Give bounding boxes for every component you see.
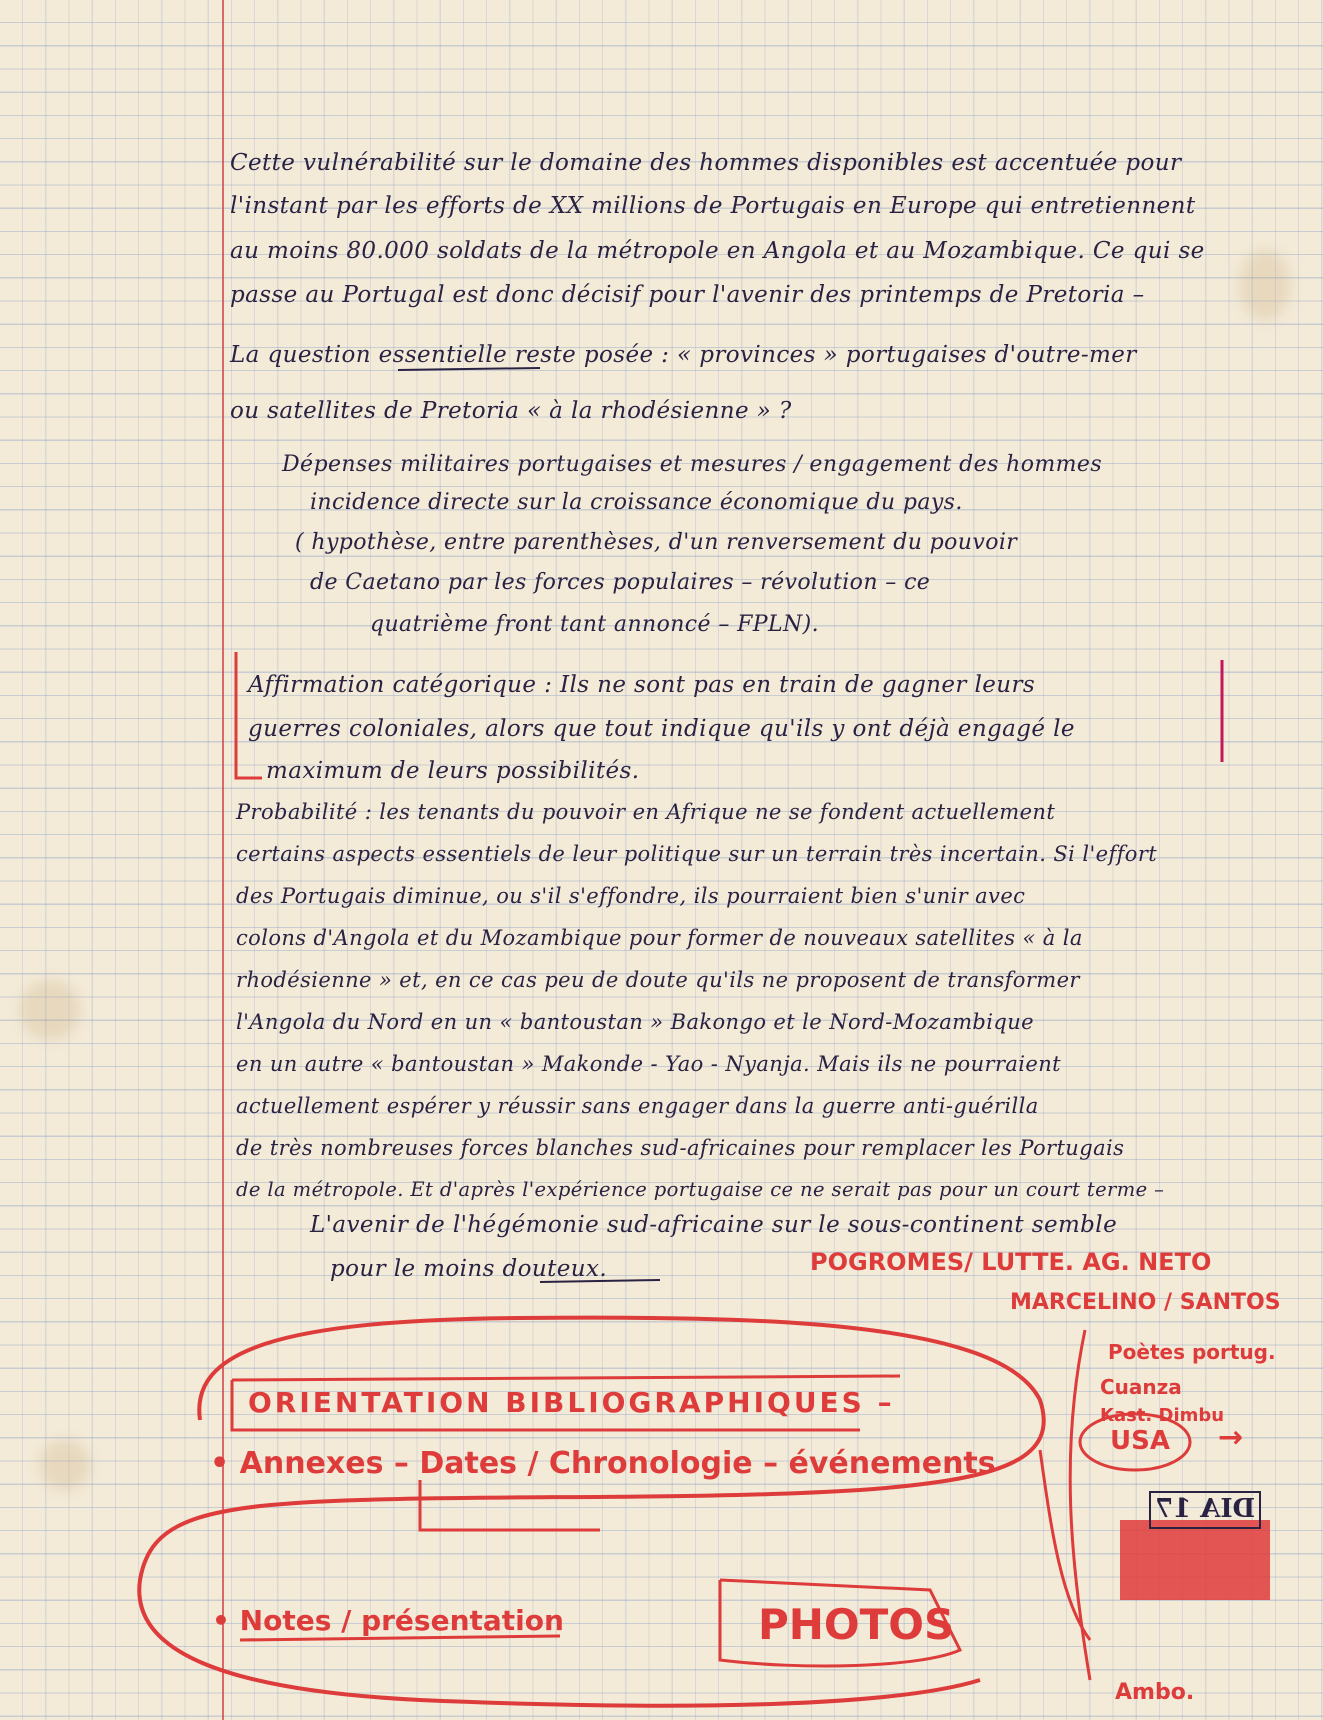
text-line: maximum de leurs possibilités. xyxy=(266,758,640,784)
text-line: Affirmation catégorique : Ils ne sont pas en train de gagner leurs xyxy=(248,672,1036,698)
text-line: Probabilité : les tenants du pouvoir en Afrique ne se fondent actuellement xyxy=(236,800,1056,824)
notes-note: • Notes / présentation xyxy=(212,1604,564,1637)
red-note-top-2: MARCELINO / SANTOS xyxy=(1010,1290,1281,1315)
text-line: colons d'Angola et du Mozambique pour former de nouveaux satellites « à la xyxy=(236,926,1083,950)
text-line: L'avenir de l'hégémonie sud-africaine sur le sous-continent semble xyxy=(310,1212,1118,1238)
red-note-top: POGROMES/ LUTTE. AG. NETO xyxy=(810,1248,1212,1276)
photos-label: PHOTOS xyxy=(758,1600,955,1649)
text-line: pour le moins douteux. xyxy=(330,1256,608,1282)
text-line: La question essentielle reste posée : « provinces » portugaises d'outre-mer xyxy=(230,342,1137,368)
text-line: certains aspects essentiels de leur politique sur un terrain très incertain. Si l'effort xyxy=(236,842,1158,866)
red-note-right: Poètes portug. xyxy=(1108,1340,1276,1364)
stamp-box xyxy=(1120,1520,1270,1600)
text-line: des Portugais diminue, ou s'il s'effondre, ils pourraient bien s'unir avec xyxy=(236,884,1026,908)
red-note-right: Cuanza xyxy=(1100,1375,1182,1399)
text-line: rhodésienne » et, en ce cas peu de doute qu'ils ne proposent de transformer xyxy=(236,968,1080,992)
text-line: passe au Portugal est donc décisif pour l'avenir des printemps de Pretoria – xyxy=(230,282,1145,308)
text-line: quatrième front tant annoncé – FPLN). xyxy=(370,612,820,637)
text-line: l'Angola du Nord en un « bantoustan » Bakongo et le Nord-Mozambique xyxy=(236,1010,1034,1034)
orientation-heading: ORIENTATION BIBLIOGRAPHIQUES – xyxy=(248,1386,895,1419)
red-note-right: Ambo. xyxy=(1115,1680,1195,1705)
stamp-label: DIA 17 xyxy=(1155,1494,1256,1524)
annexes-note: • Annexes – Dates / Chronologie – événements xyxy=(210,1446,996,1481)
arrow-right-icon: → xyxy=(1218,1420,1244,1455)
text-line: l'instant par les efforts de XX millions de Portugais en Europe qui entretiennent xyxy=(230,193,1196,219)
text-line: ( hypothèse, entre parenthèses, d'un renversement du pouvoir xyxy=(295,530,1018,555)
text-line: de très nombreuses forces blanches sud-africaines pour remplacer les Portugais xyxy=(236,1136,1125,1160)
right-curve xyxy=(1070,1330,1090,1680)
text-line: guerres coloniales, alors que tout indique qu'ils y ont déjà engagé le xyxy=(248,716,1075,742)
connector-line xyxy=(420,1480,600,1530)
text-line: de la métropole. Et d'après l'expérience portugaise ce ne serait pas pour un court terme – xyxy=(236,1178,1165,1201)
red-note-right: Kast. Dimbu xyxy=(1100,1405,1225,1426)
text-line: actuellement espérer y réussir sans engager dans la guerre anti-guérilla xyxy=(236,1094,1039,1118)
text-line: en un autre « bantoustan » Makonde - Yao - Nyanja. Mais ils ne pourraient xyxy=(236,1052,1062,1076)
text-line: incidence directe sur la croissance économique du pays. xyxy=(310,490,963,515)
text-line: Cette vulnérabilité sur le domaine des hommes disponibles est accentuée pour xyxy=(230,150,1182,176)
bracket-left xyxy=(236,652,262,778)
red-note-usa: USA xyxy=(1110,1426,1170,1456)
text-line: Dépenses militaires portugaises et mesures / engagement des hommes xyxy=(282,452,1103,477)
text-line: ou satellites de Pretoria « à la rhodésienne » ? xyxy=(230,398,792,424)
text-line: de Caetano par les forces populaires – révolution – ce xyxy=(310,570,931,595)
text-line: au moins 80.000 soldats de la métropole en Angola et au Mozambique. Ce qui se xyxy=(230,238,1205,264)
